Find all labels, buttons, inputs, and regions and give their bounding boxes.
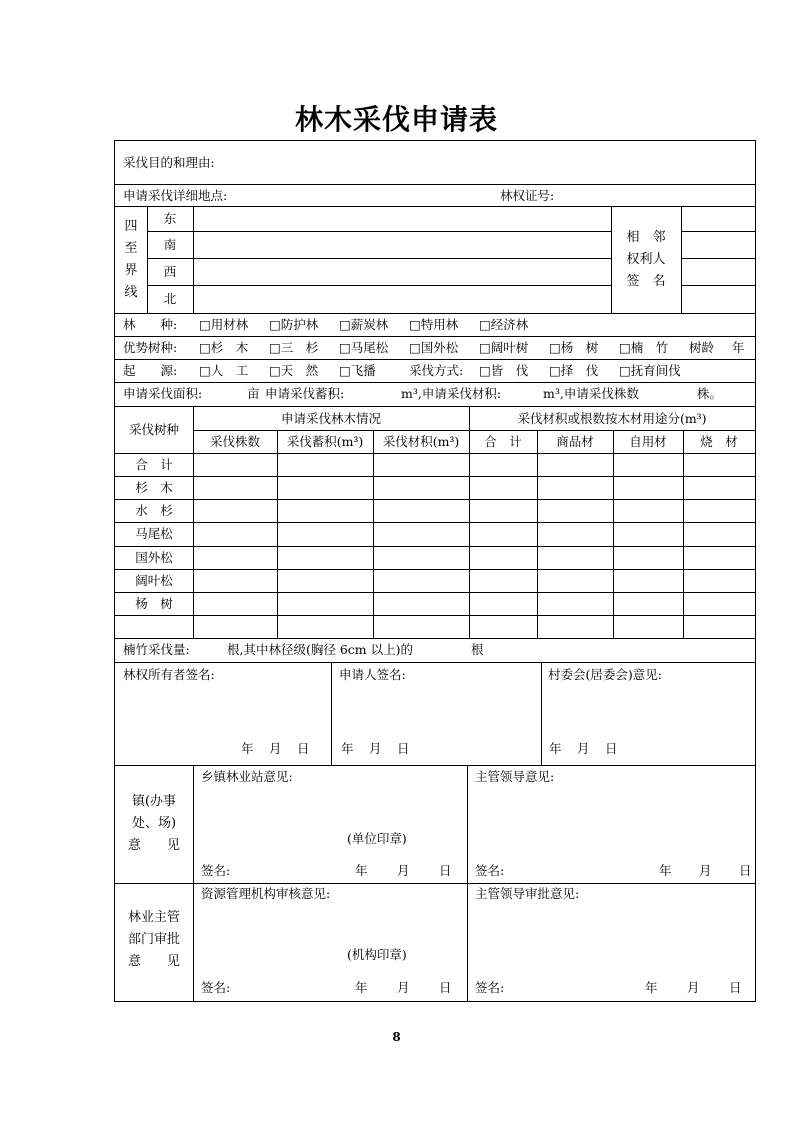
review-day: 日 — [439, 980, 452, 995]
station-day: 日 — [439, 863, 452, 878]
col-stock-volume: 采伐蓄积(m³) — [286, 434, 364, 449]
species-bamboo[interactable]: □楠 竹 — [619, 340, 669, 355]
dept-opinion-label: 林业主管 部门审批 意 见 — [127, 910, 180, 969]
species-poplar[interactable]: □杨 树 — [549, 340, 599, 355]
col-divider — [331, 662, 332, 765]
leader-opinion-label: 主管领导意见: — [475, 769, 555, 784]
col-divider — [373, 430, 374, 638]
row-fir: 杉 木 — [135, 480, 173, 495]
village-month: 月 — [577, 741, 590, 756]
col-total: 合 计 — [484, 434, 522, 449]
area-label: 申请采伐面积: — [123, 386, 203, 401]
origin-label: 起 源: — [123, 363, 178, 378]
leader-month: 月 — [699, 863, 712, 878]
bamboo-text-2: 根 — [471, 642, 484, 657]
row-divider — [115, 453, 755, 454]
applicant-year: 年 — [341, 741, 354, 756]
approval-month: 月 — [687, 980, 700, 995]
town-opinion-label: 镇(办事 处、场) 意 见 — [127, 794, 180, 853]
volume-label: 申请采伐蓄积: — [265, 386, 345, 401]
owner-day: 日 — [297, 741, 310, 756]
tree-age-unit: 年 — [732, 340, 745, 355]
row-divider — [147, 231, 611, 232]
row-divider — [681, 258, 755, 259]
row-divider — [115, 336, 755, 337]
owner-year: 年 — [241, 741, 254, 756]
row-divider — [115, 765, 755, 766]
approval-day: 日 — [729, 980, 742, 995]
village-opinion-label: 村委会(居委会)意见: — [548, 667, 662, 682]
boundary-south: 南 — [163, 237, 177, 252]
bamboo-label: 楠竹采伐量: — [123, 642, 190, 657]
village-day: 日 — [605, 741, 618, 756]
row-total: 合 计 — [135, 457, 173, 472]
col-divider — [277, 430, 278, 638]
tree-count-unit: 株。 — [697, 386, 723, 401]
row-broadleaf-pine: 阔叶松 — [135, 573, 173, 588]
boundary-east: 东 — [163, 211, 177, 226]
group-usage: 采伐材积或根数按木材用途分(m³) — [517, 411, 707, 426]
row-divider — [115, 569, 755, 570]
col-timber-volume: 采伐材积(m³) — [382, 434, 460, 449]
boundary-label: 四 至 界 线 — [124, 219, 138, 300]
row-divider — [115, 406, 755, 407]
species-masson-pine[interactable]: □马尾松 — [339, 340, 389, 355]
owner-signature-label: 林权所有者签名: — [123, 667, 215, 682]
application-form — [114, 140, 756, 1002]
applicant-day: 日 — [397, 741, 410, 756]
row-divider — [115, 313, 755, 314]
timber-volume-label: m³,申请采伐材积: — [401, 386, 502, 401]
method-clear-cut[interactable]: □皆 伐 — [479, 363, 529, 378]
row-divider — [115, 382, 755, 383]
row-divider — [681, 231, 755, 232]
col-divider — [683, 430, 684, 638]
method-selective[interactable]: □择 伐 — [549, 363, 599, 378]
col-commercial: 商品材 — [556, 434, 594, 449]
applicant-signature-label: 申请人签名: — [339, 667, 406, 682]
col-divider — [537, 430, 538, 638]
owner-month: 月 — [269, 741, 282, 756]
row-divider — [115, 476, 755, 477]
row-divider — [147, 285, 611, 286]
species-sanshan[interactable]: □三 杉 — [269, 340, 319, 355]
col-firewood: 烧 材 — [700, 434, 738, 449]
col-divider — [193, 206, 194, 313]
approval-year: 年 — [645, 980, 658, 995]
row-divider — [115, 883, 755, 884]
page-number: 8 — [392, 1030, 401, 1044]
forest-cert-label: 林权证号: — [500, 188, 555, 203]
method-thinning[interactable]: □抚育间伐 — [619, 363, 681, 378]
station-opinion-label: 乡镇林业站意见: — [201, 769, 293, 784]
row-divider — [115, 615, 755, 616]
boundary-north: 北 — [163, 291, 177, 306]
reason-label: 采伐目的和理由: — [123, 155, 215, 170]
forest-type-label: 林 种: — [123, 317, 178, 332]
resource-review-label: 资源管理机构审核意见: — [201, 886, 331, 901]
row-masson-pine: 马尾松 — [135, 526, 173, 541]
col-species: 采伐树种 — [128, 422, 179, 437]
row-divider — [681, 285, 755, 286]
row-metasequoia: 水 杉 — [135, 503, 173, 518]
origin-natural[interactable]: □天 然 — [269, 363, 319, 378]
unit-seal: (单位印章) — [347, 831, 407, 846]
origin-aerial-seeding[interactable]: □飞播 — [339, 363, 376, 378]
species-label: 优势树种: — [123, 340, 178, 355]
applicant-month: 月 — [369, 741, 382, 756]
leader-day: 日 — [739, 863, 752, 878]
form-title: 林木采伐申请表 — [294, 103, 498, 136]
row-poplar: 杨 树 — [135, 596, 173, 611]
review-month: 月 — [397, 980, 410, 995]
species-foreign-pine[interactable]: □国外松 — [409, 340, 459, 355]
tree-count-label: m³,申请采伐株数 — [543, 386, 639, 401]
boundary-west: 西 — [163, 264, 177, 279]
row-divider — [147, 258, 611, 259]
col-divider — [681, 206, 682, 313]
row-divider — [115, 184, 755, 185]
row-divider — [115, 206, 755, 207]
review-sign-label: 签名: — [201, 980, 231, 995]
station-month: 月 — [397, 863, 410, 878]
approval-sign-label: 签名: — [475, 980, 505, 995]
location-label: 申请采伐详细地点: — [123, 188, 228, 203]
forest-type-timber[interactable]: □用材林 — [199, 317, 249, 332]
village-year: 年 — [549, 741, 562, 756]
row-divider — [115, 662, 755, 663]
neighbor-signature-label: 相 邻 权利人 签 名 — [626, 230, 666, 289]
species-broadleaf[interactable]: □阔叶树 — [479, 340, 529, 355]
leader-year: 年 — [659, 863, 672, 878]
col-divider — [613, 430, 614, 638]
row-divider — [115, 592, 755, 593]
station-year: 年 — [355, 863, 368, 878]
origin-artificial[interactable]: □人 工 — [199, 363, 249, 378]
group-application: 申请采伐林木情况 — [280, 411, 381, 426]
species-fir[interactable]: □杉 木 — [199, 340, 249, 355]
forest-type-special[interactable]: □特用林 — [409, 317, 459, 332]
bamboo-text-1: 根,其中林径级(胸径 6cm 以上)的 — [227, 642, 413, 657]
row-divider — [115, 359, 755, 360]
forest-type-protection[interactable]: □防护林 — [269, 317, 319, 332]
method-label: 采伐方式: — [409, 363, 464, 378]
col-divider — [541, 662, 542, 765]
forest-type-economic[interactable]: □经济林 — [479, 317, 529, 332]
station-sign-label: 签名: — [201, 863, 231, 878]
leader-approval-label: 主管领导审批意见: — [475, 886, 580, 901]
row-divider — [115, 546, 755, 547]
tree-age-label: 树龄 — [689, 340, 715, 355]
col-tree-count: 采伐株数 — [209, 434, 260, 449]
row-divider — [115, 522, 755, 523]
col-divider — [467, 765, 468, 1001]
leader-sign-label: 签名: — [475, 863, 505, 878]
col-divider — [193, 765, 194, 1001]
row-divider — [115, 638, 755, 639]
review-year: 年 — [355, 980, 368, 995]
row-foreign-pine: 国外松 — [135, 550, 173, 565]
agency-seal: (机构印章) — [347, 947, 407, 962]
col-self-use: 自用材 — [629, 434, 667, 449]
forest-type-fuel[interactable]: □薪炭林 — [339, 317, 389, 332]
area-unit: 亩 — [247, 386, 260, 401]
row-divider — [115, 499, 755, 500]
